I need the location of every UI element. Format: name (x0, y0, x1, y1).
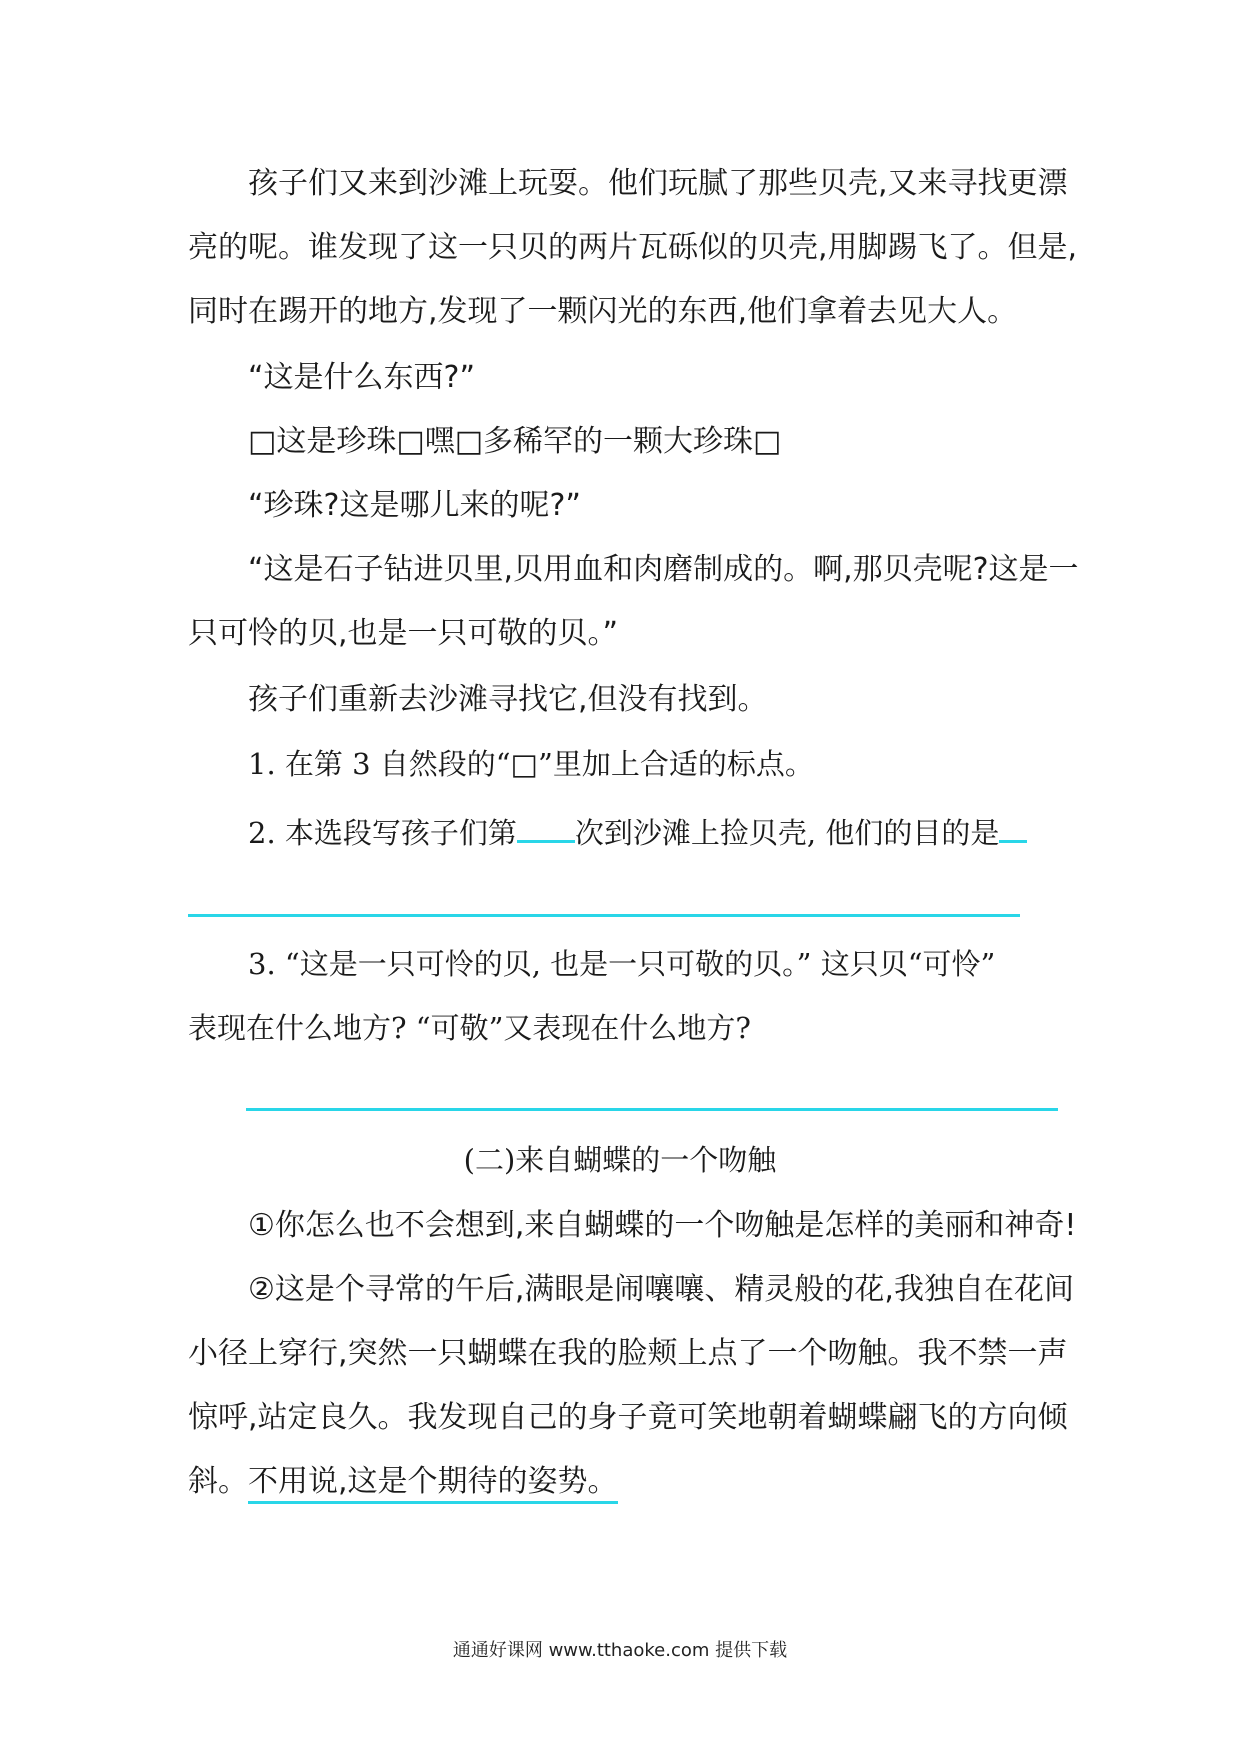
question-3: 3. “这是一只可怜的贝, 也是一只可敬的贝。” 这只贝“可怜” (248, 947, 996, 981)
paragraph-line: “珍珠?这是哪儿来的呢?” (248, 488, 581, 523)
paragraph-text: 斜。 (188, 1464, 248, 1499)
paragraph-line: 同时在踢开的地方,发现了一颗闪光的东西,他们拿着去见大人。 (188, 294, 1018, 329)
paragraph-line: 孩子们又来到沙滩上玩耍。他们玩腻了那些贝壳,又来寻找更漂 (248, 166, 1068, 201)
question-2-text: 2. 本选段写孩子们第 (248, 816, 517, 850)
question-2 (248, 808, 1128, 853)
paragraph-line (188, 1462, 1068, 1502)
paragraph-line: 惊呼,站定良久。我发现自己的身子竟可笑地朝着蝴蝶翩飞的方向倾 (188, 1400, 1068, 1435)
paragraph-line: “这是什么东西?” (248, 360, 476, 395)
paragraph-line: 亮的呢。谁发现了这一只贝的两片瓦砾似的贝壳,用脚踢飞了。但是, (188, 230, 1078, 265)
footer-watermark: 通通好课网 www.tthaoke.com 提供下载 (452, 1640, 788, 1661)
paragraph-line: 小径上穿行,突然一只蝴蝶在我的脸颊上点了一个吻触。我不禁一声 (188, 1336, 1068, 1371)
paragraph-line: “这是石子钻进贝里,贝用血和肉磨制成的。啊,那贝壳呢?这是一 (248, 552, 1079, 587)
question-3: 表现在什么地方? “可敬”又表现在什么地方? (188, 1011, 751, 1045)
paragraph-line: ②这是个寻常的午后,满眼是闹嚷嚷、精灵般的花,我独自在花间 (248, 1272, 1074, 1307)
paragraph-line: 孩子们重新去沙滩寻找它,但没有找到。 (248, 682, 768, 717)
answer-blank[interactable] (517, 808, 575, 843)
answer-blank[interactable] (999, 808, 1027, 843)
paragraph-line: 只可怜的贝,也是一只可敬的贝。” (188, 616, 619, 651)
answer-line[interactable] (188, 914, 1020, 917)
paragraph-line: ①你怎么也不会想到,来自蝴蝶的一个吻触是怎样的美丽和神奇! (248, 1208, 1077, 1243)
answer-line[interactable] (246, 1108, 1058, 1111)
underlined-sentence: 不用说,这是个期待的姿势。 (248, 1464, 618, 1504)
question-1: 1. 在第 3 自然段的“□”里加上合适的标点。 (248, 747, 814, 781)
question-2-text: 次到沙滩上捡贝壳, 他们的目的是 (574, 816, 1000, 850)
paragraph-line: □这是珍珠□嘿□多稀罕的一颗大珍珠□ (248, 424, 782, 459)
section-title: (二)来自蝴蝶的一个吻触 (463, 1143, 777, 1177)
